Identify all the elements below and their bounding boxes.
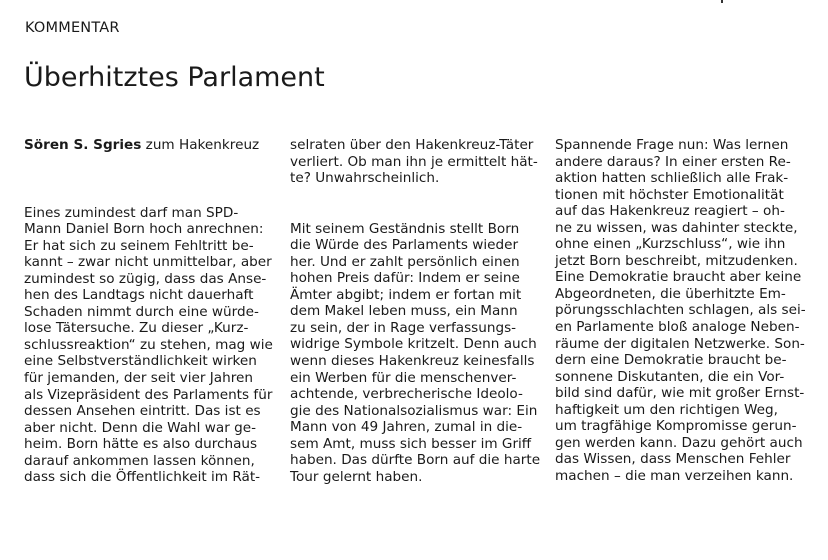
text-line: ne zu wissen, was dahinter steckte, xyxy=(555,219,798,236)
text-line: um tragfähige Kompromisse gerun- xyxy=(555,418,797,435)
text-line: tionen mit höchster Emotionalität xyxy=(555,186,784,203)
text-line: andere daraus? In einer ersten Re- xyxy=(555,153,791,170)
text-line: aktion hatten schließlich alle Frak- xyxy=(555,170,789,187)
text-line: wenn dieses Hakenkreuz keinesfalls xyxy=(290,353,535,370)
text-line: dessen Ansehen eintritt. Das ist es xyxy=(24,403,261,420)
text-line: für jemanden, der seit vier Jahren xyxy=(24,370,253,387)
text-line: en Parlamente bloß analoge Neben- xyxy=(555,319,800,336)
text-line: Ämter abgibt; indem er fortan mit xyxy=(290,286,522,303)
article-headline: Überhitztes Parlament xyxy=(24,62,325,93)
text-line: machen – die man verzeihen kann. xyxy=(555,467,794,484)
page-edge-mark xyxy=(721,0,723,3)
article-column-3 xyxy=(555,137,807,484)
text-line: Abgeordneten, die überhitzte Em- xyxy=(555,285,786,302)
text-line: bild sind dafür, wie mit großer Ernst- xyxy=(555,385,805,402)
text-line: als Vizepräsident des Parlaments für xyxy=(24,386,273,403)
text-line: die Würde des Parlaments wieder xyxy=(290,237,519,254)
text-line: selraten über den Hakenkreuz-Täter xyxy=(290,137,534,153)
column-2-body xyxy=(290,221,542,486)
text-line: Eine Demokratie braucht aber keine xyxy=(555,269,802,286)
text-line: zu sein, der in Rage verfassungs- xyxy=(290,319,517,336)
byline xyxy=(24,137,276,154)
text-line: dern eine Demokratie braucht be- xyxy=(555,352,787,369)
byline-topic: zum Hakenkreuz xyxy=(141,137,260,153)
text-line: dass sich die Öffentlichkeit im Rät- xyxy=(24,469,261,486)
text-line: das Wissen, dass Menschen Fehler xyxy=(555,451,791,468)
text-line: gen werden kann. Dazu gehört auch xyxy=(555,434,803,451)
text-line: auf das Hakenkreuz reagiert – oh- xyxy=(555,203,785,220)
text-line: hohen Preis dafür: Indem er seine xyxy=(290,270,520,287)
text-line: Mit seinem Geständnis stellt Born xyxy=(290,220,520,237)
text-line: Tour gelernt haben. xyxy=(290,468,423,485)
section-kicker: KOMMENTAR xyxy=(25,20,120,36)
text-line: dem Makel leben muss, ein Mann xyxy=(290,303,518,320)
text-line: darauf ankommen lassen können, xyxy=(24,452,255,469)
text-line: te? Unwahrscheinlich. xyxy=(290,170,440,187)
text-line: eine Selbstverständlichkeit wirken xyxy=(24,353,257,370)
article-column-1 xyxy=(24,137,276,486)
text-line: kannt – zwar nicht unmittelbar, aber xyxy=(24,254,272,271)
text-line: jetzt Born beschreibt, mitzudenken. xyxy=(555,252,798,269)
text-line: achtende, verbrecherische Ideolo- xyxy=(290,386,523,403)
text-line: zumindest so zügig, dass das Anse- xyxy=(24,270,267,287)
text-line: pörungsschlachten schlagen, als sei- xyxy=(555,302,806,319)
column-1-body xyxy=(24,205,276,486)
column-3-body xyxy=(555,137,807,484)
text-line: lose Tätersuche. Zu dieser „Kurz- xyxy=(24,320,249,337)
text-line: ohne einen „Kurzschluss“, wie ihn xyxy=(555,236,786,253)
text-line: aber nicht. Denn die Wahl war ge- xyxy=(24,419,257,436)
text-line: hen des Landtags nicht dauerhaft xyxy=(24,287,254,304)
text-line: haben. Das dürfte Born auf die harte xyxy=(290,452,541,469)
text-line: Er hat sich zu seinem Fehltritt be- xyxy=(24,237,254,254)
text-line: Mann von 49 Jahren, zumal in die- xyxy=(290,419,523,436)
text-line: gie des Nationalsozialismus war: Ein xyxy=(290,402,538,419)
text-line: Schaden nimmt durch eine würde- xyxy=(24,303,259,320)
text-line: widrige Symbole kritzelt. Denn auch xyxy=(290,336,537,353)
text-line: sem Amt, muss sich besser im Griff xyxy=(290,435,532,452)
text-line: her. Und er zahlt persönlich einen xyxy=(290,253,520,270)
text-line: heim. Born hätte es also durchaus xyxy=(24,436,258,453)
text-line: sonnene Diskutanten, die ein Vor- xyxy=(555,368,785,385)
text-line: haftigkeit um den richtigen Weg, xyxy=(555,401,778,418)
article-column-2 xyxy=(290,137,542,485)
text-line: Mann Daniel Born hoch anrechnen: xyxy=(24,221,264,238)
text-line: Spannende Frage nun: Was lernen xyxy=(555,137,789,153)
author-name: Sören S. Sgries xyxy=(24,137,142,153)
text-line: Eines zumindest darf man SPD- xyxy=(24,204,239,221)
text-line: verliert. Ob man ihn je ermittelt hät- xyxy=(290,153,538,170)
text-line: schlussreaktion“ zu stehen, mag wie xyxy=(24,336,273,353)
text-line: räume der digitalen Netzwerke. Son- xyxy=(555,335,805,352)
column-2-continuation xyxy=(290,137,542,187)
text-line: ein Werben für die menschenver- xyxy=(290,369,517,386)
